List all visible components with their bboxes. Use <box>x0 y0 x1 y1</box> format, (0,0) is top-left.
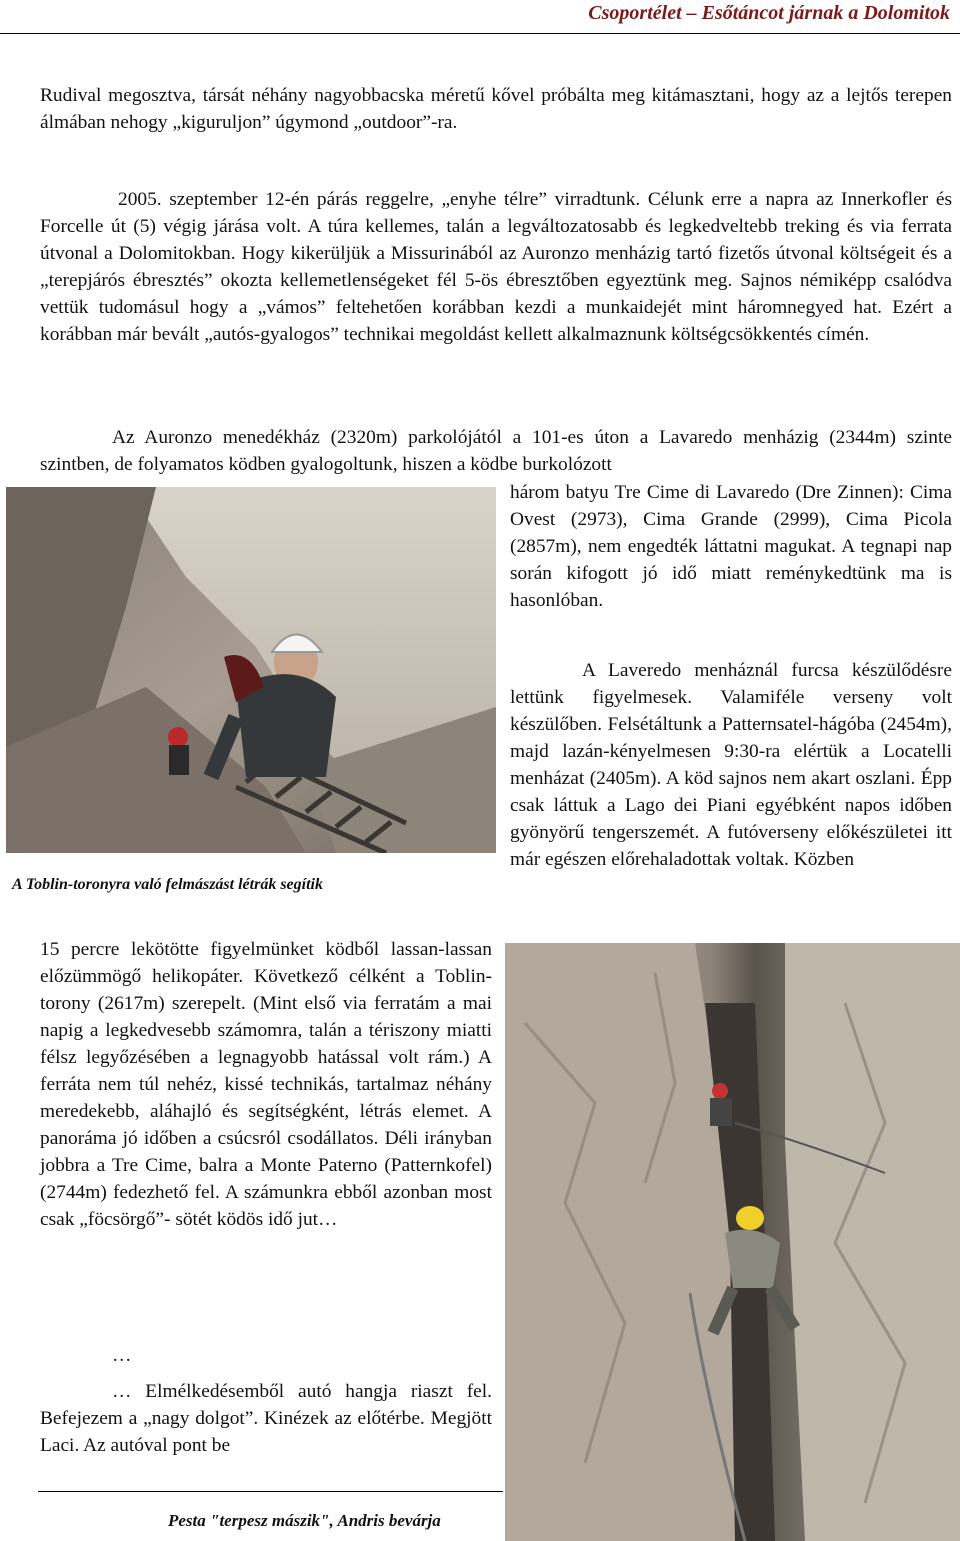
photo-gully-climb <box>505 943 960 1541</box>
paragraph-3b: három batyu Tre Cime di Lavaredo (Dre Zinnen): Cima Ovest (2973), Cima Grande (2999), Cima Picola (2857m), nem engedték láttatni magukat. A tegnapi nap során kifogott jó idő miatt reménykedtünk ma is hasonlóban. <box>510 482 952 611</box>
paragraph-7: … Elmélkedésemből autó hangja riaszt fel. Befejezem a „nagy dolgot”. Kinézek az előtérbe. Megjött Laci. Az autóval pont be <box>40 1381 492 1456</box>
paragraph-6: … <box>112 1345 132 1366</box>
paragraph-2: 2005. szeptember 12-én párás reggelre, „enyhe télre” virradtunk. Célunk erre a napra az Innerkofler és Forcelle út (5) végig járása volt. A túra kellemes, talán a legváltozatosabb és legkedveltebb treking és via ferrata útvonal a Dolomitokban. Hogy kikerüljük a Missurinából az Auronzo menházig tartó fizetős útvonal költségeit és a „terepjárós ébresztés” okozta kellemetlenségeket fél 5-ös ébresztőben egyeztünk meg. Sajnos némiképp csalódva vettük tudomásul hogy a „vámos” feltehetően korábban kezdi a munkaidejét mint háromnegyed hat. Ezért a korábban már bevált „autós-gyalogos” technikai megoldást kellett alkalmaznunk költségcsökkentés címén. <box>40 189 952 345</box>
header-title: Csoportélet – Esőtáncot járnak a Dolomitok <box>588 2 950 24</box>
photo-gully-caption: Pesta "terpesz mászik", Andris bevárja <box>168 1511 441 1530</box>
photo-ladder-climb-image <box>6 487 496 853</box>
paragraph-3a: Az Auronzo menedékház (2320m) parkolójától a 101-es úton a Lavaredo menházig (2344m) szinte szintben, de folyamatos ködben gyalogoltunk, hiszen a ködbe burkolózott <box>40 427 952 475</box>
paragraph-4: A Laveredo menháznál furcsa készülődésre lettünk figyelmesek. Valamiféle verseny volt készülőben. Felsétáltunk a Patternsatel-hágóba (2454m), majd lazán-kényelmesen 9:30-ra elértük a Locatelli menházat (2405m). A köd sajnos nem akart oszlani. Épp csak láttuk a Lago dei Piani egyébként napos időben gyönyörű tengerszemét. A futóverseny előkészületei itt már egészen előrehaladottak voltak. Közben <box>510 660 952 870</box>
paragraph-1: Rudival megosztva, társát néhány nagyobbacska méretű kővel próbálta meg kitámasztani, hogy az a lejtős terepen álmában nehogy „kiguruljon” úgymond „outdoor”-ra. <box>40 85 952 133</box>
photo-ladder-caption: A Toblin-toronyra való felmászást létrák segítik <box>12 876 323 893</box>
paragraph-5: 15 percre lekötötte figyelmünket ködből lassan-lassan előzümmögő helikopáter. Következő célként a Toblin-torony (2617m) szerepelt. (Mint első via ferratám a mai napig a legkedvesebb számomra, talán a tériszony miatti félsz legyőzésében a legnagyobb hatással volt rám.) A ferráta nem túl nehéz, kissé technikás, tartalmaz néhány meredekebb, aláhajló és segítségként, létrás elemet. A panoráma jó időben a csúcsról csodállatos. Déli irányban jobbra a Tre Cime, balra a Monte Paterno (Patternkofel) (2744m) fedezhető fel. A számunkra ebből azonban most csak „föcsörgő”- sötét ködös idő jut… <box>40 939 492 1230</box>
header-rule <box>0 33 960 34</box>
photo-ladder-climb <box>6 487 496 853</box>
photo-gully-climb-image <box>505 943 960 1541</box>
footnote-rule <box>38 1491 503 1492</box>
